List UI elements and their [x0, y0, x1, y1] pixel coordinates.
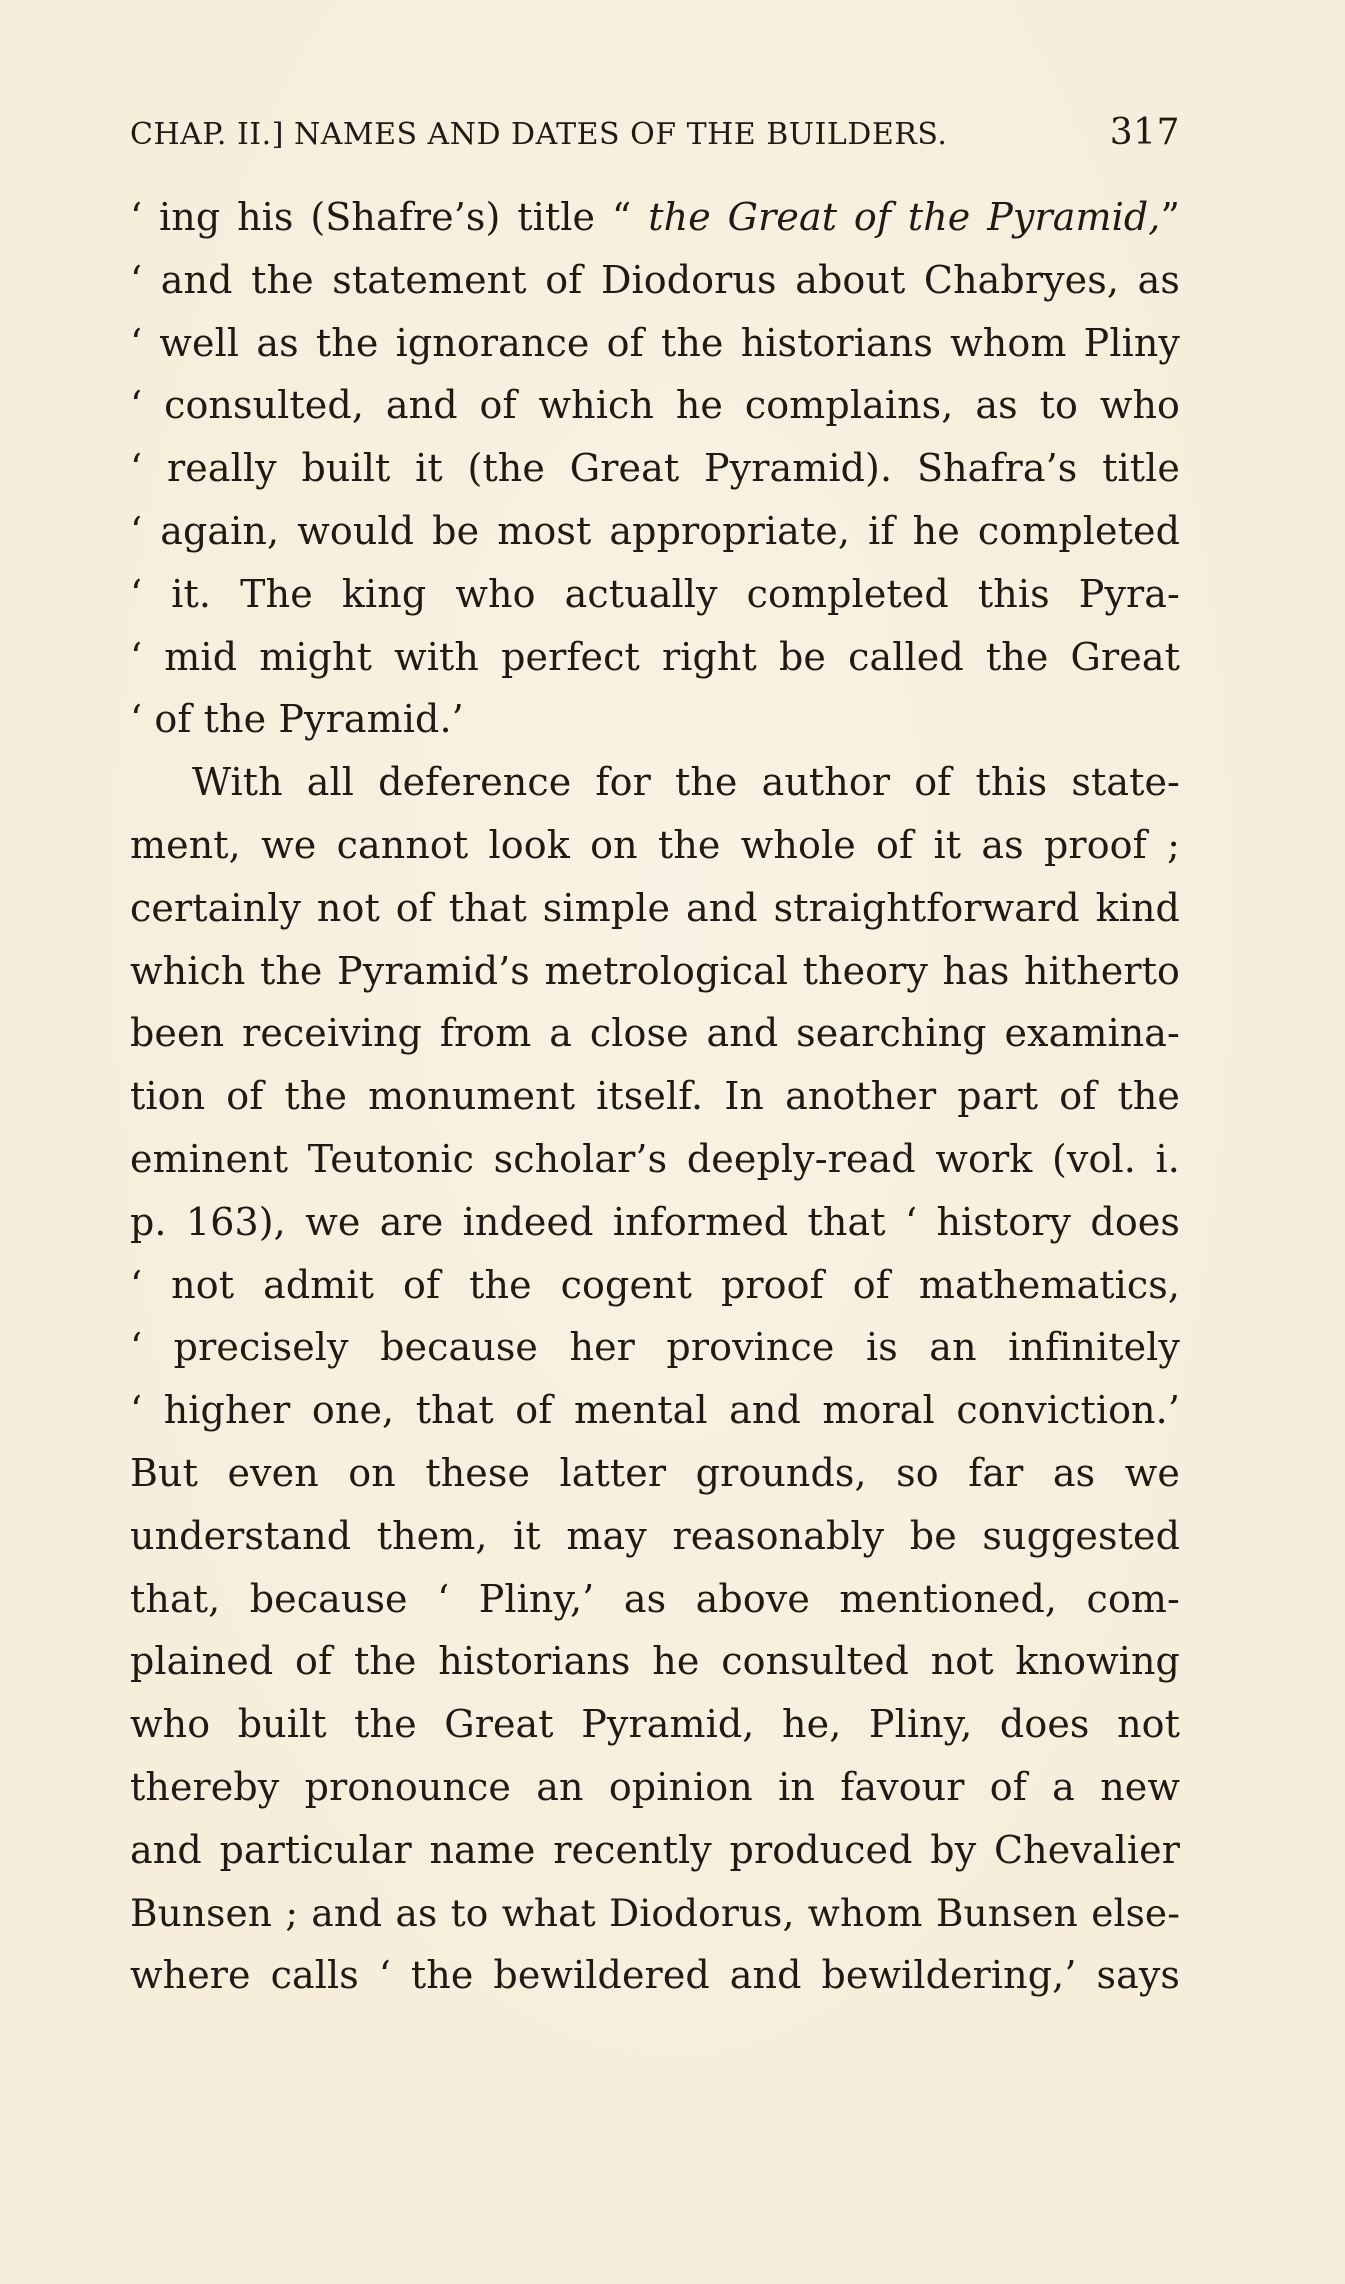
running-header	[130, 112, 1180, 162]
text-line: p. 163), we are indeed informed that ‘ history does	[130, 1199, 1180, 1244]
text-segment: ”	[1160, 195, 1180, 239]
text-line: ‘ higher one, that of mental and moral conviction.’	[130, 1388, 1180, 1433]
text-line: ‘ mid might with perfect right be called the Great	[130, 634, 1180, 679]
text-line: thereby pronounce an opinion in favour of a new	[130, 1764, 1180, 1809]
text-line: eminent Teutonic scholar’s deeply-read work (vol. i.	[130, 1136, 1180, 1181]
text-line: understand them, it may reasonably be suggested	[130, 1513, 1180, 1558]
text-line: certainly not of that simple and straightforward kind	[130, 885, 1180, 930]
text-line: where calls ‘ the bewildered and bewildering,’ says	[130, 1953, 1180, 1998]
text-line: been receiving from a close and searching examina-	[130, 1011, 1180, 1056]
text-line: tion of the monument itself. In another part of the	[130, 1074, 1180, 1119]
text-line: ‘ it. The king who actually completed this Pyra-	[130, 571, 1180, 616]
text-line: and particular name recently produced by Chevalier	[130, 1827, 1180, 1872]
text-line: which the Pyramid’s metrological theory has hitherto	[130, 948, 1180, 993]
text-line: plained of the historians he consulted not knowing	[130, 1639, 1180, 1684]
text-line: ‘ again, would be most appropriate, if he completed	[130, 508, 1180, 553]
text-line: ‘ precisely because her province is an infinitely	[130, 1325, 1180, 1370]
text-line: ‘ of the Pyramid.’	[130, 697, 464, 742]
text-line	[130, 186, 1180, 249]
text-line: ‘ not admit of the cogent proof of mathematics,	[130, 1262, 1180, 1307]
text-line: Bunsen ; and as to what Diodorus, whom Bunsen else-	[130, 1890, 1180, 1935]
text-line: But even on these latter grounds, so far as we	[130, 1450, 1180, 1495]
text-line: that, because ‘ Pliny,’ as above mentioned, com-	[130, 1576, 1180, 1621]
body-text	[130, 186, 1180, 2007]
text-line: ‘ consulted, and of which he complains, as to who	[130, 383, 1180, 428]
text-line: ‘ really built it (the Great Pyramid). Shafra’s title	[130, 446, 1180, 491]
text-segment: ‘ ing his (Shafre’s) title “	[130, 195, 649, 239]
text-line: ‘ well as the ignorance of the historians whom Pliny	[130, 320, 1180, 365]
page-number: 317	[1109, 112, 1180, 153]
paragraph-first-line: With all deference for the author of this state-	[192, 760, 1180, 805]
text-line: ‘ and the statement of Diodorus about Chabryes, as	[130, 257, 1180, 302]
running-title: CHAP. II.] NAMES AND DATES OF THE BUILDERS.	[130, 117, 948, 152]
text-line: who built the Great Pyramid, he, Pliny, does not	[130, 1702, 1180, 1747]
text-line: ment, we cannot look on the whole of it as proof ;	[130, 822, 1180, 867]
italic-title: the Great of the Pyramid,	[648, 195, 1161, 239]
